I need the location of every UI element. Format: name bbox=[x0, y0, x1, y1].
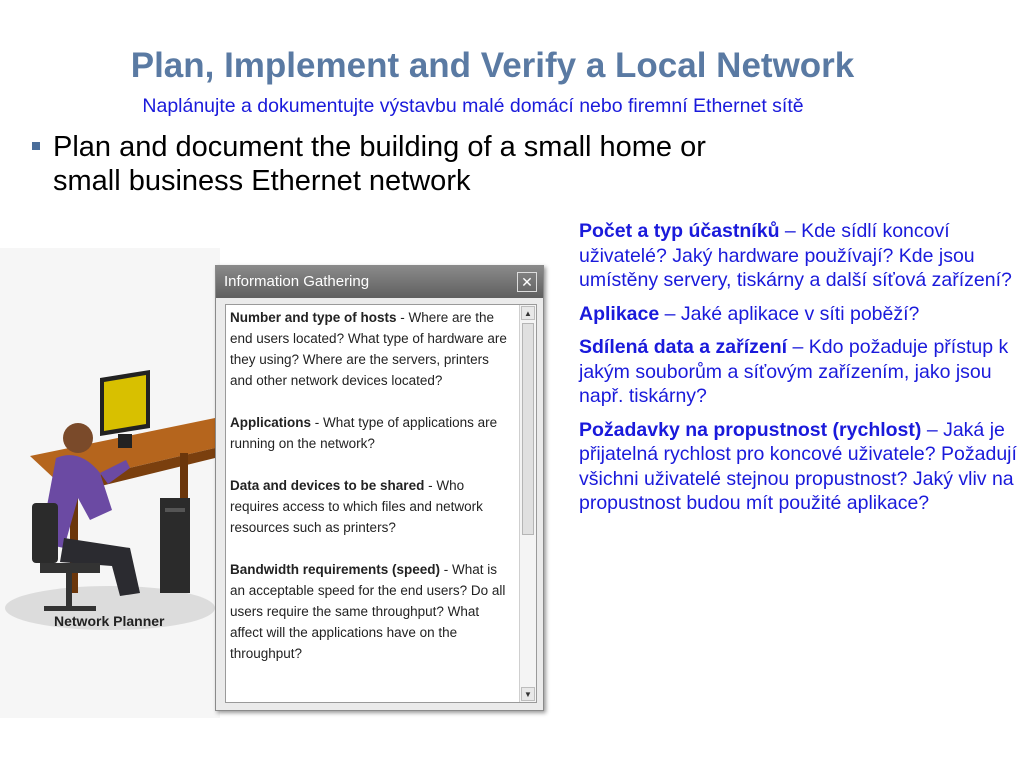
translation-text: – Jaké aplikace v síti poběží? bbox=[659, 302, 920, 325]
translation-item bbox=[579, 418, 1019, 516]
translation-item bbox=[579, 219, 1019, 293]
bullet-line-1: Plan and document the building of a small home or bbox=[53, 131, 706, 163]
info-text bbox=[230, 307, 512, 685]
info-item-heading: Data and devices to be shared bbox=[230, 478, 425, 493]
translation-heading: Počet a typ účastníků bbox=[579, 220, 780, 242]
illustration-caption: Network Planner bbox=[54, 613, 165, 629]
bullet-square-icon bbox=[32, 142, 40, 150]
translation-heading: Sdílená data a zařízení bbox=[579, 336, 788, 358]
info-item-text: - What type of applications are running on the network? bbox=[230, 415, 498, 451]
network-planner-illustration bbox=[0, 248, 220, 718]
czech-translation-column bbox=[579, 219, 1019, 525]
translation-item bbox=[579, 335, 1019, 409]
window-titlebar bbox=[216, 266, 543, 298]
slide-subtitle: Naplánujte a dokumentujte výstavbu malé domácí nebo firemní Ethernet sítě bbox=[142, 95, 804, 117]
info-item bbox=[230, 307, 512, 391]
info-item-heading: Bandwidth requirements (speed) bbox=[230, 562, 441, 577]
scroll-up-arrow-icon[interactable]: ▲ bbox=[521, 306, 535, 320]
bullet-text bbox=[53, 130, 706, 198]
info-item bbox=[230, 559, 512, 664]
information-gathering-window bbox=[215, 265, 544, 711]
slide-title: Plan, Implement and Verify a Local Network bbox=[130, 46, 855, 85]
planner-at-desk-image bbox=[0, 248, 220, 718]
translation-text: – Kdo požaduje přístup k jakým souborům a síťovým zařízením, jako jsou např. tiskárny? bbox=[579, 336, 1009, 407]
info-item bbox=[230, 475, 512, 538]
window-title: Information Gathering bbox=[224, 273, 370, 290]
bullet-line-2: small business Ethernet network bbox=[53, 165, 471, 197]
translation-text: – Kde sídlí koncoví uživatelé? Jaký hardware používají? Kde jsou umístěny servery, tiskárny a další síťová zařízení? bbox=[579, 220, 1012, 291]
window-content-pane bbox=[225, 304, 537, 703]
info-item-text: - Who requires access to which files and network resources such as printers? bbox=[230, 478, 483, 535]
translation-heading: Požadavky na propustnost (rychlost) bbox=[579, 418, 922, 441]
info-item-text: - What is an acceptable speed for the end users? Do all users require the same throughput? What affect will the applications have on the throughput? bbox=[230, 562, 506, 661]
info-item-text: - Where are the end users located? What type of hardware are they using? Where are the servers, printers and other network devices located? bbox=[230, 310, 507, 388]
translation-item bbox=[579, 302, 1019, 327]
translation-heading: Aplikace bbox=[579, 302, 660, 325]
scroll-down-arrow-icon[interactable]: ▼ bbox=[521, 687, 535, 701]
info-item-heading: Applications bbox=[230, 415, 312, 430]
scrollbar-thumb[interactable] bbox=[522, 323, 534, 535]
close-icon[interactable]: ✕ bbox=[517, 272, 537, 292]
translation-text: – Jaká je přijatelná rychlost pro koncové uživatele? Požadují všichni uživatelé stejnou propustnost? Jaký vliv na propustnost budou mít použité aplikace? bbox=[579, 418, 1017, 514]
info-item bbox=[230, 412, 512, 454]
info-item-heading: Number and type of hosts bbox=[230, 310, 397, 325]
vertical-scrollbar[interactable] bbox=[519, 305, 536, 702]
